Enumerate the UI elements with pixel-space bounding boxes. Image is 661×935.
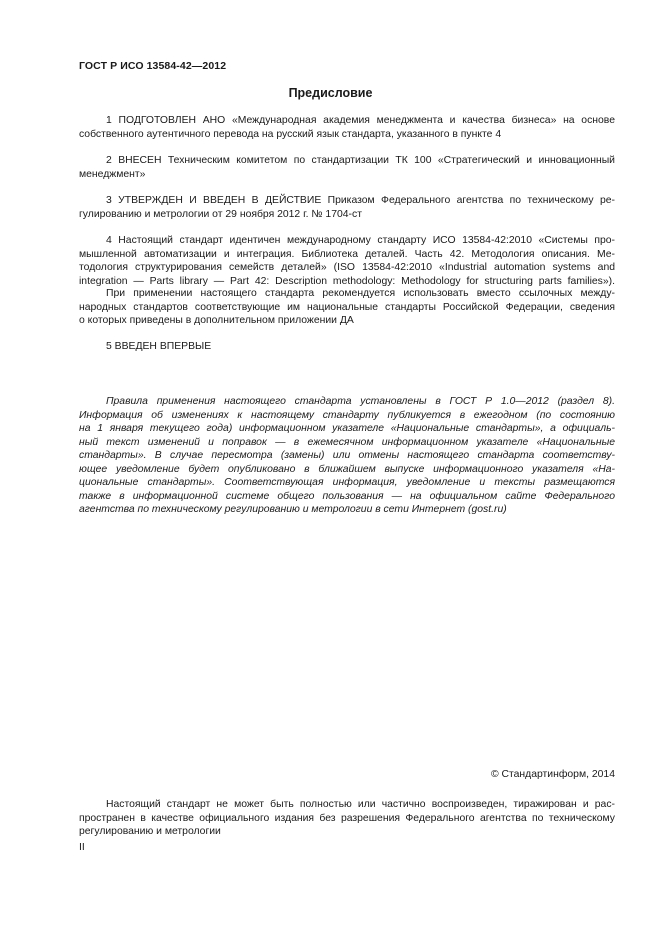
document-code: ГОСТ Р ИСО 13584-42—2012 bbox=[79, 60, 227, 72]
text-line: 4 Настоящий стандарт идентичен международному стандарту ИСО 13584-42:2010 «Системы про- bbox=[106, 235, 615, 246]
text-line: тодология структурирования семейств деталей» (ISO 13584-42:2010 «Industrial automation systems and bbox=[79, 262, 615, 273]
text-line: собственного аутентичного перевода на русский язык стандарта, указанного в пункте 4 bbox=[79, 128, 502, 140]
foreword-item-1 bbox=[79, 114, 615, 141]
text-line: на 1 января текущего года) информационном указателе «Национальные стандарты», а официаль- bbox=[79, 423, 615, 434]
references-paragraph bbox=[79, 287, 615, 328]
text-line: гулированию и метрологии от 29 ноября 2012 г. № 1704-ст bbox=[79, 208, 362, 220]
foreword-item-3 bbox=[79, 194, 615, 221]
text-line: ющее уведомление будет опубликовано в ближайшем выпуске информационного указателя «На- bbox=[79, 463, 615, 475]
text-line: также в информационной системе общего пользования — на официальном сайте Федерального bbox=[79, 490, 615, 502]
text-line: циональные стандарты». Соответствующая информация, уведомление и тексты размещаются bbox=[79, 477, 615, 488]
text-line: 2 ВНЕСЕН Техническим комитетом по стандартизации ТК 100 «Стратегический и инновационный bbox=[106, 155, 615, 166]
foreword-item-2 bbox=[79, 154, 615, 181]
text-line: мышленной автоматизации и интеграция. Библиотека деталей. Часть 42. Методология описания. Ме- bbox=[79, 248, 615, 260]
reproduction-restriction bbox=[79, 798, 615, 839]
text-line: При применении настоящего стандарта рекомендуется использовать вместо ссылочных между- bbox=[106, 288, 615, 299]
foreword-item-4 bbox=[79, 234, 615, 288]
copyright-notice: © Стандартинформ, 2014 bbox=[490, 769, 615, 780]
text-line: Правила применения настоящего стандарта установлены в ГОСТ Р 1.0—2012 (раздел 8). bbox=[106, 396, 615, 407]
text-line: менеджмент» bbox=[79, 168, 146, 180]
text-line: регулированию и метрологии bbox=[79, 826, 221, 837]
text-line: integration — Parts library — Part 42: Description methodology: Methodology for structuring parts families»). bbox=[79, 275, 615, 287]
foreword-item-5 bbox=[79, 340, 615, 354]
application-rules-notice bbox=[79, 395, 615, 517]
text-line: Информация об изменениях к настоящему стандарту публикуется в ежегодном (по состоянию bbox=[79, 409, 615, 421]
text-line: о которых приведены в дополнительном приложении ДА bbox=[79, 315, 354, 326]
text-line: 3 УТВЕРЖДЕН И ВВЕДЕН В ДЕЙСТВИЕ Приказом Федерального агентства по техническому ре- bbox=[106, 195, 615, 206]
text-line: стандарты». В случае пересмотра (замены) или отмены настоящего стандарта соответству- bbox=[79, 450, 615, 461]
text-line: ный текст изменений и поправок — в ежемесячном информационном указателе «Национальные bbox=[79, 436, 615, 448]
text-line: 5 ВВЕДЕН ВПЕРВЫЕ bbox=[106, 341, 212, 352]
text-line: агентства по техническому регулированию и метрологии в сети Интернет (gost.ru) bbox=[79, 504, 507, 515]
page-number: II bbox=[79, 842, 85, 853]
page-title: Предисловие bbox=[288, 86, 373, 100]
text-line: 1 ПОДГОТОВЛЕН АНО «Международная академия менеджмента и качества бизнеса» на основе bbox=[106, 115, 615, 126]
text-line: Настоящий стандарт не может быть полностью или частично воспроизведен, тиражирован и рас- bbox=[106, 799, 615, 810]
text-line: пространен в качестве официального издания без разрешения Федерального агентства по техническому bbox=[79, 812, 615, 824]
text-line: народных стандартов соответствующие им национальные стандарты Российской Федерации, сведения bbox=[79, 301, 615, 313]
